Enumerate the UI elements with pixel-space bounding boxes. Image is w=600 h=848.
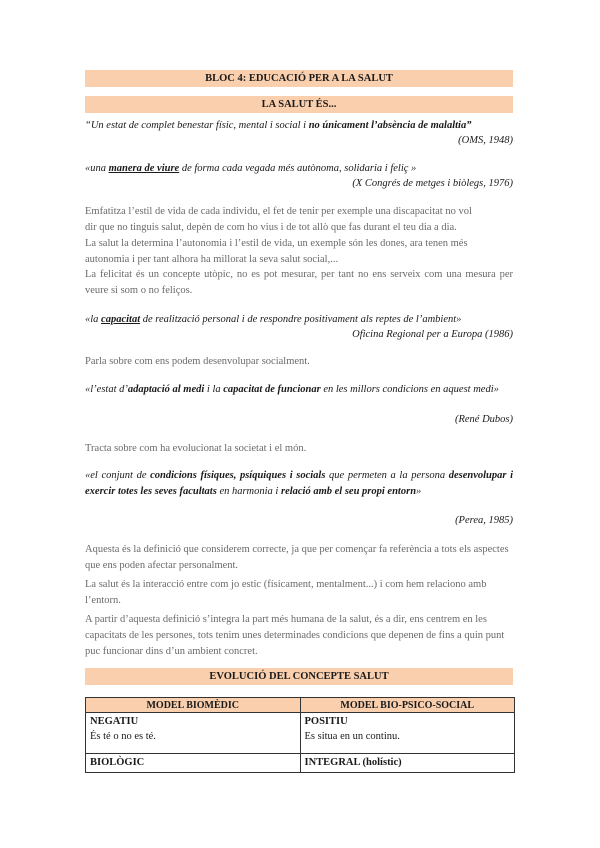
comment-human-part: A partir d’aquesta definició s’integra la part més humana de la salut, és a dir, ens centrem en les capacitats de les persones, tots tenim unes determinades condicions que depenen de fins a quin punt puc funcionar dins d’un ambient concret. (85, 614, 505, 657)
section-subtitle: LA SALUT ÉS... (85, 96, 513, 113)
header-biomedical: MODEL BIOMÈDIC (86, 698, 301, 713)
comment-happiness: La felicitat és un concepte utòpic, no es pot mesurar, per tant no ens serveix com una mesura per veure si som o no feliços. (85, 269, 513, 296)
dubos-p1: «l’estat d’ (85, 384, 128, 395)
dubos-b1: adaptació al medi (127, 384, 205, 395)
oficina-source: Oficina Regional per a Europa (1986) (352, 329, 513, 340)
dubos-source: (René Dubos) (454, 414, 513, 425)
oficina-quote-post: de realització personal i de respondre positivament als reptes de l’ambient» (140, 314, 462, 325)
comment-interaction: La salut és la interacció entre com jo estic (físicament, mentalment...) i com hem relaciono amb l’entorn. (85, 579, 487, 606)
oms-source: (OMS, 1948) (458, 135, 513, 146)
comment-lifestyle-line: La salut la determina l’autonomia i l’estil de vida, un exemple són les dones, ara tenen més (85, 238, 468, 249)
table-row (86, 713, 515, 754)
comment-lifestyle-line: autonomia i per tant alhora ha millorat la seva salut social,... (85, 254, 339, 265)
congres-quote (85, 161, 513, 177)
header-biopsychosocial: MODEL BIO-PSICO-SOCIAL (300, 698, 515, 713)
oms-quote (85, 118, 513, 134)
perea-b2: desenvolupar i exercir totes les seves facultats (85, 470, 514, 497)
comment-lifestyle-line: Emfatitza l’estil de vida de cada individu, el fet de tenir per exemple una discapacitat no vol (85, 206, 472, 217)
cell-title: NEGATIU (90, 716, 139, 727)
evolution-title: EVOLUCIÓ DEL CONCEPTE SALUT (85, 668, 513, 685)
cell-title: INTEGRAL (holístic) (300, 754, 515, 773)
comment-society: Tracta sobre com ha evolucionat la societat i el món. (85, 443, 307, 454)
table-row (86, 754, 515, 773)
oms-quote-text: “Un estat de complet benestar físic, mental i social i (85, 120, 309, 131)
perea-b1: condicions físiques, psíquiques i socials (150, 470, 326, 481)
dubos-p3: en les millors condicions en aquest medi» (320, 384, 499, 395)
oficina-quote-bold: capacitat (101, 314, 141, 325)
perea-quote (85, 468, 513, 500)
dubos-p2: i la (204, 384, 224, 395)
congres-quote-pre: «una (85, 163, 109, 174)
perea-p4: » (416, 486, 422, 497)
congres-quote-bold: manera de viure (108, 163, 180, 174)
perea-b3: relació amb el seu propi entorn (280, 486, 417, 497)
dubos-b2: capacitat de funcionar (223, 384, 321, 395)
comment-social: Parla sobre com ens podem desenvolupar socialment. (85, 356, 310, 367)
models-table-header (86, 698, 515, 713)
comment-correct-definition: Aquesta és la definició que considerem correcte, ja que per començar fa referència a tots els aspectes que ens poden afectar personalment. (85, 544, 509, 571)
congres-quote-post: de forma cada vegada més autònoma, solidaria i feliç » (179, 163, 417, 174)
congres-source: (X Congrés de metges i biòlegs, 1976) (352, 178, 513, 189)
perea-p1: «el conjunt de (85, 470, 151, 481)
cell-text: Es situa en un continu. (304, 731, 400, 742)
perea-source: (Perea, 1985) (455, 515, 513, 526)
comment-lifestyle-line: dir que no tinguis salut, depèn de com ho vius i de tot allò que fas durant el teu dia a dia. (85, 222, 457, 233)
perea-p2: que permeten a la persona (325, 470, 449, 481)
oficina-quote (85, 312, 513, 328)
cell-title: POSITIU (304, 716, 348, 727)
oficina-quote-pre: «la (85, 314, 102, 325)
perea-p3: en harmonia i (216, 486, 281, 497)
table-cell (86, 713, 301, 754)
cell-title: BIOLÒGIC (86, 754, 301, 773)
document-title: BLOC 4: EDUCACIÓ PER A LA SALUT (85, 70, 513, 87)
models-table (85, 697, 515, 773)
oms-quote-bold: no únicament l’absència de malaltia” (308, 120, 472, 131)
cell-text: És té o no es té. (90, 731, 156, 742)
comment-lifestyle (85, 204, 513, 268)
dubos-quote (85, 382, 513, 398)
table-cell (300, 713, 515, 754)
